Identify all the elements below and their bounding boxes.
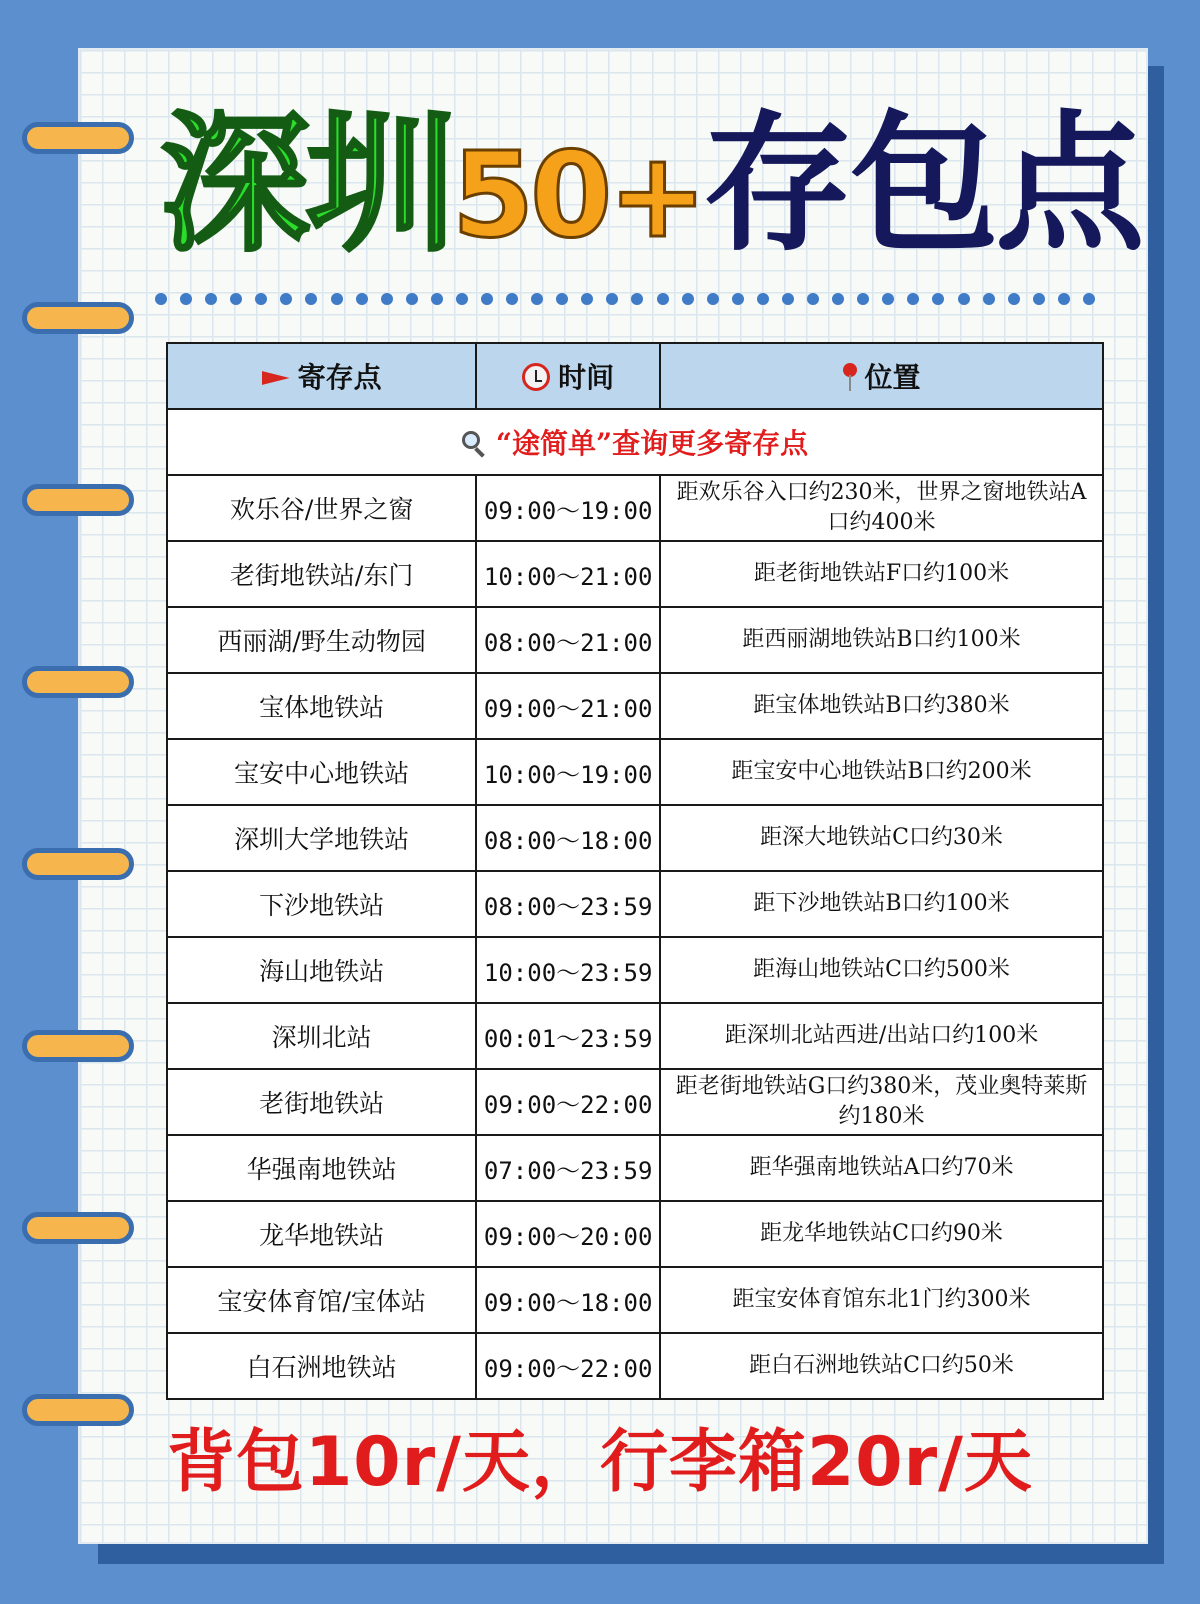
cell-position: 距海山地铁站C口约500米 [660,937,1103,1003]
cell-position: 距老街地铁站F口约100米 [660,541,1103,607]
divider-dot [606,293,618,305]
divider-dot [757,293,769,305]
divider-dot [305,293,317,305]
red-flag-icon [262,365,290,391]
cell-time: 09:00～19:00 [476,475,660,541]
cell-location: 宝体地铁站 [167,673,476,739]
banner-row [167,409,1103,475]
cell-time: 09:00～18:00 [476,1267,660,1333]
cell-time: 09:00～21:00 [476,673,660,739]
cell-time: 08:00～21:00 [476,607,660,673]
divider-dot [531,293,543,305]
cell-position: 距深圳北站西进/出站口约100米 [660,1003,1103,1069]
table-row [167,739,1103,805]
table-row [167,937,1103,1003]
price-footer: 背包10r/天，行李箱20r/天 [166,1423,1033,1502]
cell-location: 海山地铁站 [167,937,476,1003]
cell-location: 宝安中心地铁站 [167,739,476,805]
storage-table [166,342,1104,1400]
cell-time: 09:00～22:00 [476,1333,660,1399]
cell-position: 距龙华地铁站C口约90米 [660,1201,1103,1267]
divider-dot [707,293,719,305]
divider-dot [983,293,995,305]
cell-location: 深圳大学地铁站 [167,805,476,871]
table-row [167,1069,1103,1135]
table-row [167,673,1103,739]
divider-dot [782,293,794,305]
cell-location: 下沙地铁站 [167,871,476,937]
binder-ring [22,1212,134,1244]
binder-ring [22,122,134,154]
divider-dot [732,293,744,305]
divider-dot [431,293,443,305]
cell-location: 西丽湖/野生动物园 [167,607,476,673]
divider-dot [481,293,493,305]
divider-dot [657,293,669,305]
cell-position: 距华强南地铁站A口约70米 [660,1135,1103,1201]
cell-position: 距下沙地铁站B口约100米 [660,871,1103,937]
table-row [167,1003,1103,1069]
divider-dot [1058,293,1070,305]
divider-dot [857,293,869,305]
title-city: 深圳 [160,98,453,272]
magnifier-icon [462,431,488,457]
cell-position: 距深大地铁站C口约30米 [660,805,1103,871]
location-pin-icon [843,363,857,391]
divider-dot [180,293,192,305]
page-title [160,98,1142,272]
binder-ring [22,1030,134,1062]
binder-ring [22,302,134,334]
divider-dot [556,293,568,305]
divider-dot [356,293,368,305]
cell-location: 欢乐谷/世界之窗 [167,475,476,541]
divider-dot [907,293,919,305]
divider-dot [631,293,643,305]
divider-dot [506,293,518,305]
cell-location: 华强南地铁站 [167,1135,476,1201]
cell-time: 10:00～23:59 [476,937,660,1003]
table-row [167,541,1103,607]
divider-dot [958,293,970,305]
binder-ring [22,848,134,880]
divider-dot [205,293,217,305]
header-location: 寄存点 [167,343,476,409]
cell-position: 距西丽湖地铁站B口约100米 [660,607,1103,673]
divider-dot [1008,293,1020,305]
cell-time: 09:00～22:00 [476,1069,660,1135]
cell-time: 10:00～19:00 [476,739,660,805]
cell-location: 白石洲地铁站 [167,1333,476,1399]
divider-dot [581,293,593,305]
divider-dot [1033,293,1045,305]
search-banner: “途简单”查询更多寄存点 [167,409,1103,475]
divider-dot [807,293,819,305]
cell-time: 08:00～23:59 [476,871,660,937]
divider-dot [456,293,468,305]
table-row [167,1267,1103,1333]
cell-time: 07:00～23:59 [476,1135,660,1201]
cell-time: 08:00～18:00 [476,805,660,871]
cell-location: 深圳北站 [167,1003,476,1069]
alarm-clock-icon [522,363,550,391]
cell-location: 龙华地铁站 [167,1201,476,1267]
table-row [167,1333,1103,1399]
divider-dot [280,293,292,305]
binder-ring [22,484,134,516]
divider-dot [255,293,267,305]
title-subject: 存包点 [703,98,1142,272]
cell-position: 距宝安体育馆东北1门约300米 [660,1267,1103,1333]
table-row [167,607,1103,673]
divider-dot [155,293,167,305]
cell-position: 距宝安中心地铁站B口约200米 [660,739,1103,805]
header-time: 时间 [476,343,660,409]
divider-dot [1083,293,1095,305]
cell-time: 10:00～21:00 [476,541,660,607]
cell-location: 老街地铁站 [167,1069,476,1135]
binder-ring [22,666,134,698]
divider-dot [230,293,242,305]
cell-position: 距白石洲地铁站C口约50米 [660,1333,1103,1399]
divider-dot [832,293,844,305]
cell-time: 09:00～20:00 [476,1201,660,1267]
table-row [167,1135,1103,1201]
table-row [167,475,1103,541]
cell-position: 距老街地铁站G口约380米，茂业奥特莱斯约180米 [660,1069,1103,1135]
table-row [167,805,1103,871]
cell-position: 距宝体地铁站B口约380米 [660,673,1103,739]
table-row [167,1201,1103,1267]
cell-time: 00:01～23:59 [476,1003,660,1069]
dotted-divider [155,293,1095,309]
divider-dot [882,293,894,305]
divider-dot [406,293,418,305]
divider-dot [682,293,694,305]
divider-dot [381,293,393,305]
cell-location: 老街地铁站/东门 [167,541,476,607]
header-position: 位置 [660,343,1103,409]
cell-location: 宝安体育馆/宝体站 [167,1267,476,1333]
divider-dot [932,293,944,305]
divider-dot [331,293,343,305]
table-header-row [167,343,1103,409]
table-row [167,871,1103,937]
title-count: 50+ [452,126,704,264]
cell-position: 距欢乐谷入口约230米，世界之窗地铁站A口约400米 [660,475,1103,541]
